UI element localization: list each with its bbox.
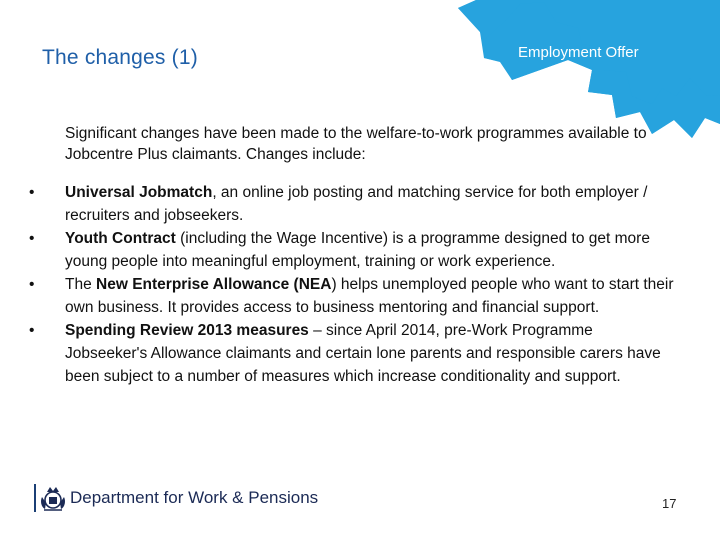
- royal-crest-icon: [38, 483, 68, 513]
- bullet-post: (including the Wage Incentive) is a programme designed to get more young people into meaningful employment, training or work experience.: [65, 230, 650, 270]
- section-tag: Employment Offer: [518, 44, 639, 61]
- bullet-pre: The: [65, 276, 97, 293]
- bullet-bold: Youth Contract: [65, 230, 176, 247]
- list-item: [24, 319, 674, 388]
- bullet-marker: •: [29, 276, 35, 293]
- footer-divider: [34, 484, 36, 512]
- list-item: [24, 227, 674, 273]
- page-number: 17: [662, 496, 677, 511]
- changes-list: [24, 181, 674, 388]
- slide-title: The changes (1): [42, 46, 198, 69]
- intro-paragraph: Significant changes have been made to the welfare-to-work programmes available to Jobcentre Plus claimants. Changes include:: [65, 125, 647, 163]
- bullet-bold: New Enterprise Allowance (NEA: [96, 276, 332, 293]
- bullet-post: – since April 2014, pre-Work Programme Jobseeker's Allowance claimants and certain lone parents and responsible carers have been subject to a number of measures which increase conditionality and support.: [65, 322, 661, 385]
- bullet-post: , an online job posting and matching service for both employer / recruiters and jobseekers.: [65, 184, 648, 224]
- department-name: Department for Work & Pensions: [70, 488, 319, 507]
- list-item: [24, 181, 674, 227]
- list-item: [24, 273, 674, 319]
- bullet-bold: Universal Jobmatch: [65, 184, 213, 201]
- bullet-marker: •: [29, 184, 35, 201]
- bullet-marker: •: [29, 322, 35, 339]
- bullet-post: ) helps unemployed people who want to start their own business. It provides access to business mentoring and financial support.: [65, 276, 674, 316]
- bullet-bold: Spending Review 2013 measures: [65, 322, 309, 339]
- bullet-marker: •: [29, 230, 35, 247]
